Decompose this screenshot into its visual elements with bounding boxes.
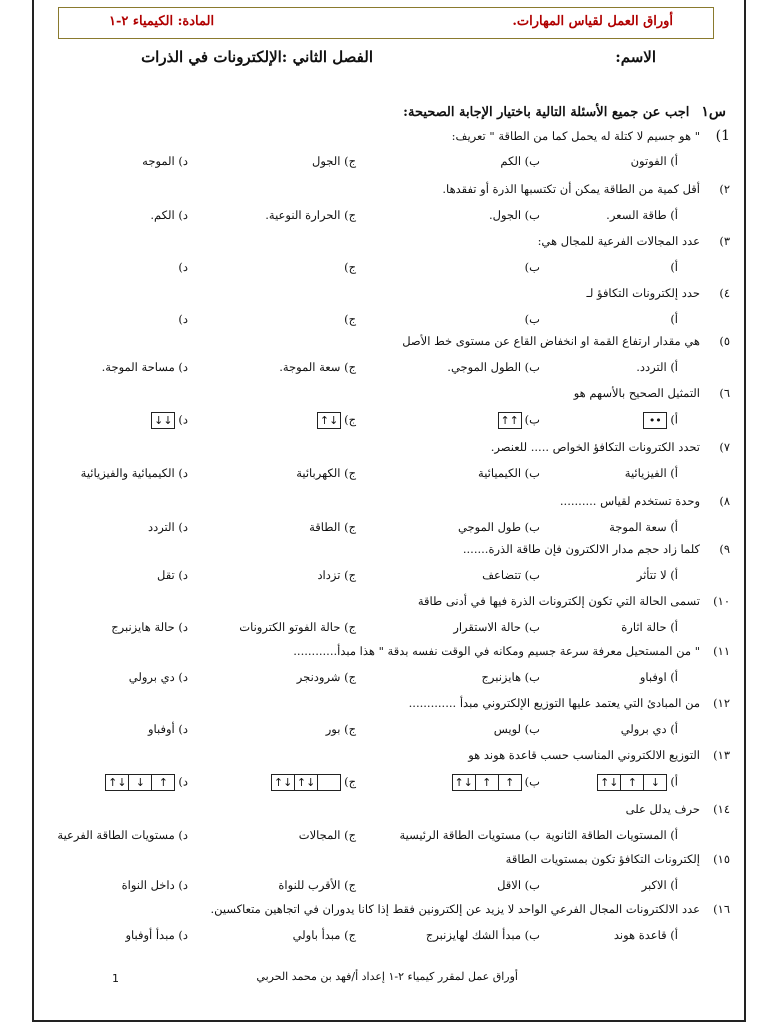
- subject-label: المادة: الكيمياء ٢-١: [109, 14, 215, 29]
- answer-option-c[interactable]: [279, 360, 356, 374]
- question-text: إلكترونات التكافؤ تكون بمستويات الطاقة: [505, 852, 700, 866]
- answer-option-a[interactable]: [606, 208, 678, 222]
- page-number: 1: [112, 972, 119, 985]
- question-number: ٨): [719, 494, 730, 508]
- orbital-box: ↑↓: [272, 775, 295, 790]
- option-label: أ) دي برولي: [620, 722, 678, 736]
- option-label: د) مساحة الموجة.: [101, 360, 188, 374]
- answer-option-a[interactable]: [642, 878, 678, 892]
- option-label: د): [178, 412, 188, 427]
- option-label: د) الموجه: [142, 154, 188, 168]
- answer-option-c[interactable]: [314, 412, 356, 429]
- option-label: د) حالة هايزنبرج: [111, 620, 188, 634]
- option-label: ب): [524, 774, 540, 789]
- question-13: [468, 748, 730, 762]
- orbital-box: [318, 775, 340, 790]
- option-label: ب) الجول.: [488, 208, 540, 222]
- orbital-diagram: [452, 774, 522, 791]
- answer-option-d[interactable]: [81, 466, 188, 480]
- footer-text: أوراق عمل لمقرر كيمياء ٢-١ إعداد أ/فهد بن محمد الحربي: [256, 970, 518, 983]
- question-text: وحدة تستخدم لقياس ..........: [559, 494, 700, 508]
- answer-option-b[interactable]: [478, 466, 540, 480]
- orbital-diagram: [151, 412, 175, 429]
- answer-option-b[interactable]: [489, 208, 540, 222]
- answer-option-b[interactable]: [426, 928, 540, 942]
- answer-option-b[interactable]: [497, 878, 540, 892]
- question-number: ٤): [719, 286, 730, 300]
- question-text: " من المستحيل معرفة سرعة جسيم ومكانه في الوقت نفسه بدقة " هذا مبدأ............: [293, 644, 700, 658]
- option-label: د): [178, 312, 188, 326]
- question-8: [560, 494, 730, 508]
- question-number: ٦): [719, 386, 730, 400]
- orbital-diagram: [317, 412, 341, 429]
- option-label: د): [178, 774, 188, 789]
- question-number: ٥): [719, 334, 730, 348]
- question-number: ١٥): [713, 852, 730, 866]
- answer-option-a[interactable]: [636, 360, 678, 374]
- section-heading: [403, 104, 726, 120]
- answer-option-d[interactable]: [122, 878, 188, 892]
- answer-option-b[interactable]: [525, 312, 540, 326]
- option-label: ج): [344, 412, 356, 427]
- option-label: أ) طاقة السعر.: [606, 208, 678, 222]
- option-label: ب) الكيميائية: [478, 466, 540, 480]
- answer-option-c[interactable]: [344, 260, 356, 274]
- chapter-title: الفصل الثاني :الإلكترونات في الذرات: [141, 48, 373, 66]
- option-label: ب): [524, 260, 540, 274]
- option-label: أ) لا تتأثر: [636, 568, 678, 582]
- option-label: ج) المجالات: [298, 828, 356, 842]
- option-label: ج) مبدأ باولي: [292, 928, 356, 942]
- answer-option-b[interactable]: [399, 828, 540, 842]
- question-number: ١١): [713, 644, 730, 658]
- answer-option-d[interactable]: [148, 722, 188, 736]
- orbital-box: ↑↑: [500, 414, 519, 427]
- option-label: ج): [344, 312, 356, 326]
- question-text: " هو جسيم لا كتلة له يحمل كما من الطاقة " تعريف:: [451, 129, 700, 143]
- question-2: [442, 182, 730, 196]
- question-text: تسمى الحالة التي تكون إلكترونات الذرة فيها في أدنى طاقة: [417, 594, 700, 608]
- option-label: ج): [344, 774, 356, 789]
- answer-option-a[interactable]: [631, 154, 678, 168]
- option-label: ج) بور: [325, 722, 356, 736]
- question-number: ١٦): [713, 902, 730, 916]
- answer-option-d[interactable]: [111, 620, 188, 634]
- answer-option-a[interactable]: [640, 670, 678, 684]
- header-box: [58, 7, 714, 39]
- option-label: د) التردد: [147, 520, 188, 534]
- answer-option-c[interactable]: [309, 520, 356, 534]
- question-number: ٧): [719, 440, 730, 454]
- answer-option-b[interactable]: [449, 774, 540, 791]
- option-label: أ): [670, 312, 678, 326]
- name-label: الاسم:: [615, 48, 656, 66]
- option-label: أ) الفيزيائية: [624, 466, 678, 480]
- answer-option-a[interactable]: [594, 774, 678, 791]
- answer-option-d[interactable]: [178, 312, 188, 326]
- question-6: [574, 386, 730, 400]
- option-label: ب) تتضاعف: [482, 568, 540, 582]
- question-1: [452, 128, 730, 144]
- answer-option-a[interactable]: [625, 466, 678, 480]
- answer-option-b[interactable]: [481, 670, 540, 684]
- orbital-box: ↑↓: [453, 775, 476, 790]
- answer-option-c[interactable]: [239, 620, 356, 634]
- option-label: ج) الطاقة: [309, 520, 356, 534]
- option-label: أ) المستويات الطاقة الثانوية: [545, 828, 678, 842]
- answer-option-a[interactable]: [545, 828, 678, 842]
- orbital-box: ↑↓: [598, 775, 621, 790]
- question-12: [409, 696, 730, 710]
- answer-option-c[interactable]: [326, 722, 356, 736]
- option-label: د) مبدأ أوفباو: [125, 928, 188, 942]
- question-text: كلما زاد حجم مدار الالكترون فإن طاقة الذرة.......: [462, 542, 700, 556]
- question-number: ٣): [719, 234, 730, 248]
- question-text: عدد المجالات الفرعية للمجال هي:: [537, 234, 700, 248]
- orbital-box: ••: [648, 414, 662, 427]
- answer-option-c[interactable]: [296, 466, 356, 480]
- question-15: [506, 852, 730, 866]
- answer-option-d[interactable]: [102, 774, 188, 791]
- answer-option-b[interactable]: [525, 260, 540, 274]
- option-label: أ) اوفباو: [639, 670, 678, 684]
- option-label: أ) التردد.: [636, 360, 678, 374]
- option-label: ج) حالة الفوتو الكترونات: [239, 620, 356, 634]
- question-16: [211, 902, 730, 916]
- answer-option-a[interactable]: [637, 568, 678, 582]
- question-text: عدد الالكترونات المجال الفرعي الواحد لا يزيد عن إلكترونين فقط إذا كانا يدوران في اتجاهين متعاكسين.: [210, 902, 700, 916]
- answer-option-c[interactable]: [344, 312, 356, 326]
- option-label: ب) الاقل: [497, 878, 540, 892]
- answer-option-b[interactable]: [482, 568, 540, 582]
- answer-option-a[interactable]: [640, 412, 678, 429]
- option-label: د) مستويات الطاقة الفرعية: [57, 828, 188, 842]
- answer-option-d[interactable]: [148, 520, 188, 534]
- option-label: د) الكم.: [150, 208, 188, 222]
- orbital-box: ↓: [650, 776, 660, 789]
- answer-option-a[interactable]: [670, 260, 678, 274]
- option-label: د) داخل النواة: [121, 878, 188, 892]
- option-label: ج): [344, 260, 356, 274]
- orbital-box: ↑: [505, 776, 515, 789]
- question-number: 1): [715, 128, 730, 144]
- question-number: ٢): [719, 182, 730, 196]
- question-9: [463, 542, 730, 556]
- orbital-box: ↑: [476, 775, 499, 790]
- option-label: ب) الكم: [500, 154, 540, 168]
- option-label: ج) الأقرب للنواة: [278, 878, 356, 892]
- answer-option-c[interactable]: [317, 568, 356, 582]
- answer-option-c[interactable]: [312, 154, 356, 168]
- option-label: ب) هايزنبرج: [481, 670, 540, 684]
- answer-option-c[interactable]: [265, 208, 356, 222]
- orbital-diagram: [597, 774, 667, 791]
- option-label: أ) قاعدة هوند: [613, 928, 678, 942]
- question-text: التوزيع الالكتروني المناسب حسب قاعدة هوند هو: [468, 748, 700, 762]
- section-instruction: اجب عن جميع الأسئلة التالية باختيار الإجابة الصحيحة:: [403, 105, 690, 120]
- answer-option-c[interactable]: [278, 878, 356, 892]
- question-5: [402, 334, 730, 348]
- option-label: أ) حالة اثارة: [621, 620, 678, 634]
- orbital-diagram: [643, 412, 667, 429]
- option-label: د) تقل: [157, 568, 188, 582]
- question-4: [586, 286, 730, 300]
- answer-option-a[interactable]: [621, 722, 678, 736]
- option-label: أ): [670, 774, 678, 789]
- option-label: ب) طول الموجي: [457, 520, 540, 534]
- orbital-box: ↑: [621, 775, 644, 790]
- question-14: [626, 802, 730, 816]
- question-text: أقل كمية من الطاقة يمكن أن تكتسبها الذرة أو تفقدها.: [442, 182, 700, 196]
- option-label: أ) الاكبر: [641, 878, 678, 892]
- answer-option-d[interactable]: [150, 208, 188, 222]
- option-label: ج) سعة الموجة.: [279, 360, 356, 374]
- answer-option-b[interactable]: [500, 154, 540, 168]
- worksheet-title: أوراق العمل لقياس المهارات.: [512, 14, 673, 29]
- answer-option-c[interactable]: [268, 774, 356, 791]
- answer-option-a[interactable]: [670, 312, 678, 326]
- answer-option-d[interactable]: [142, 154, 188, 168]
- answer-option-d[interactable]: [157, 568, 188, 582]
- orbital-diagram: [271, 774, 341, 791]
- orbital-box: ↑↓: [295, 775, 318, 790]
- option-label: د): [178, 260, 188, 274]
- answer-option-a[interactable]: [609, 520, 678, 534]
- question-11: [293, 644, 730, 658]
- question-text: تحدد الكترونات التكافؤ الخواص ..... للعنصر.: [490, 440, 700, 454]
- option-label: أ) الفوتون: [630, 154, 678, 168]
- answer-option-b[interactable]: [453, 620, 540, 634]
- answer-option-a[interactable]: [614, 928, 678, 942]
- question-text: حرف يدلل على: [625, 802, 700, 816]
- option-label: ب) لويس: [493, 722, 540, 736]
- option-label: د) الكيميائية والفيزيائية: [80, 466, 188, 480]
- answer-option-c[interactable]: [297, 670, 356, 684]
- option-label: ج) تزداد: [317, 568, 356, 582]
- option-label: ب) مستويات الطاقة الرئيسية: [399, 828, 540, 842]
- option-label: د) أوفباو: [147, 722, 188, 736]
- question-number: ٩): [719, 542, 730, 556]
- question-number: ١٣): [713, 748, 730, 762]
- answer-option-d[interactable]: [148, 412, 188, 429]
- option-label: ج) شرودنجر: [296, 670, 356, 684]
- answer-option-d[interactable]: [57, 828, 188, 842]
- option-label: أ): [670, 260, 678, 274]
- answer-option-b[interactable]: [494, 722, 540, 736]
- question-number: ١٢): [713, 696, 730, 710]
- orbital-box: ↑↓: [319, 414, 339, 427]
- question-number: ١٤): [713, 802, 730, 816]
- option-label: ج) الحرارة النوعية.: [265, 208, 356, 222]
- option-label: ج) الجول: [312, 154, 356, 168]
- answer-option-d[interactable]: [129, 670, 188, 684]
- option-label: ب): [524, 412, 540, 427]
- answer-option-c[interactable]: [293, 928, 356, 942]
- section-number: س١: [701, 104, 726, 120]
- option-label: ب) حالة الاستقرار: [453, 620, 540, 634]
- answer-option-a[interactable]: [621, 620, 678, 634]
- answer-option-d[interactable]: [102, 360, 188, 374]
- answer-option-d[interactable]: [178, 260, 188, 274]
- question-10: [418, 594, 730, 608]
- orbital-box: ↓↓: [154, 414, 173, 427]
- question-text: حدد إلكترونات التكافؤ لـ: [586, 286, 700, 300]
- option-label: د) دي برولي: [128, 670, 188, 684]
- orbital-diagram: [105, 774, 175, 791]
- option-label: ج) الكهربائية: [296, 466, 356, 480]
- answer-option-b[interactable]: [447, 360, 540, 374]
- option-label: ب) الطول الموجي.: [447, 360, 540, 374]
- question-7: [491, 440, 730, 454]
- answer-option-c[interactable]: [299, 828, 356, 842]
- orbital-box: ↑↓: [106, 775, 129, 790]
- option-label: أ): [670, 412, 678, 427]
- orbital-diagram: [498, 412, 522, 429]
- option-label: ب): [524, 312, 540, 326]
- question-3: [538, 234, 730, 248]
- answer-option-b[interactable]: [458, 520, 540, 534]
- answer-option-d[interactable]: [125, 928, 188, 942]
- question-number: ١٠): [713, 594, 730, 608]
- option-label: ب) مبدأ الشك لهايزنبرج: [425, 928, 540, 942]
- option-label: أ) سعة الموجة: [609, 520, 678, 534]
- answer-option-b[interactable]: [495, 412, 540, 429]
- question-text: التمثيل الصحيح بالأسهم هو: [573, 386, 700, 400]
- question-text: هي مقدار ارتفاع القمة او انخفاض القاع عن مستوى خط الأصل: [402, 334, 700, 348]
- orbital-box: ↓: [129, 775, 152, 790]
- orbital-box: ↑: [158, 776, 168, 789]
- question-text: من المبادئ التي يعتمد عليها التوزيع الإلكتروني مبدأ .............: [408, 696, 700, 710]
